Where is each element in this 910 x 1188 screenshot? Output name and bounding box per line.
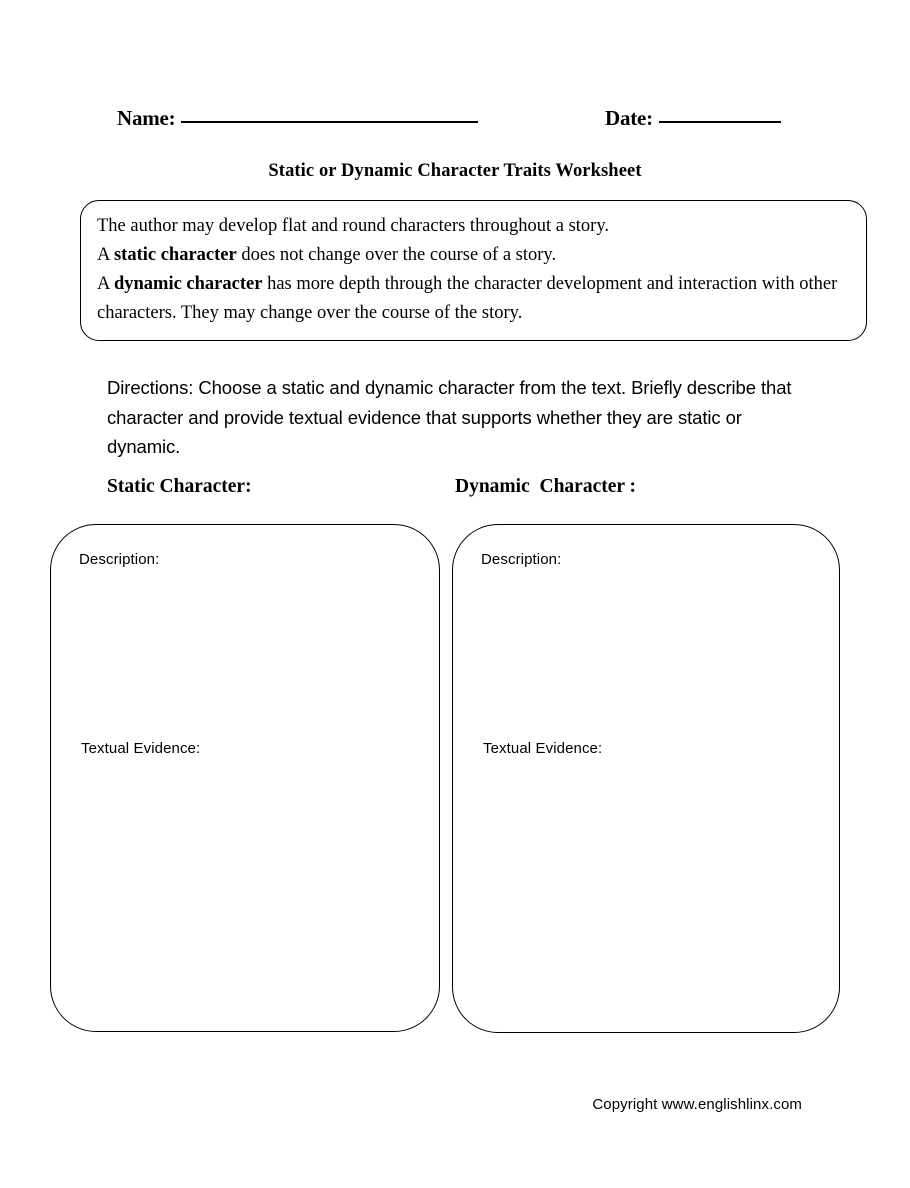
definition-line-2-prefix: A xyxy=(97,245,114,265)
definition-line-3-suffix: has more depth through the character development and interaction with other characters. They may change over the course of the story. xyxy=(97,274,838,323)
definition-text xyxy=(97,212,856,328)
date-label: Date: xyxy=(605,106,653,130)
name-date-row xyxy=(0,106,910,138)
static-description-label: Description: xyxy=(79,551,160,568)
dynamic-character-heading: Dynamic Character : xyxy=(455,476,637,497)
definition-line-2-suffix: does not change over the course of a story. xyxy=(236,245,557,265)
page-title: Static or Dynamic Character Traits Worksheet xyxy=(268,161,642,181)
name-label: Name: xyxy=(117,106,176,130)
date-write-line[interactable] xyxy=(659,121,781,123)
static-character-answer-box[interactable] xyxy=(50,524,440,1032)
dynamic-character-answer-box[interactable] xyxy=(452,524,840,1033)
dynamic-character-term: dynamic character xyxy=(113,274,263,294)
name-write-line[interactable] xyxy=(181,121,478,123)
static-character-heading: Static Character: xyxy=(107,476,252,497)
definition-line-1: The author may develop flat and round characters throughout a story. xyxy=(97,216,610,236)
static-character-term: static character xyxy=(113,245,237,265)
definition-box xyxy=(80,200,867,341)
dynamic-description-label: Description: xyxy=(481,551,562,568)
date-field[interactable] xyxy=(605,106,781,131)
directions-text: Directions: Choose a static and dynamic character from the text. Briefly describe that character and provide textual evidence that supports whether they are static or dynamic. xyxy=(107,377,792,457)
static-evidence-label: Textual Evidence: xyxy=(81,740,201,757)
definition-line-3-prefix: A xyxy=(97,274,114,294)
definition-line-2 xyxy=(97,241,856,270)
copyright-notice: Copyright www.englishlinx.com xyxy=(592,1096,802,1113)
name-field[interactable] xyxy=(117,106,478,131)
definition-line-3 xyxy=(97,270,856,328)
dynamic-evidence-label: Textual Evidence: xyxy=(483,740,603,757)
